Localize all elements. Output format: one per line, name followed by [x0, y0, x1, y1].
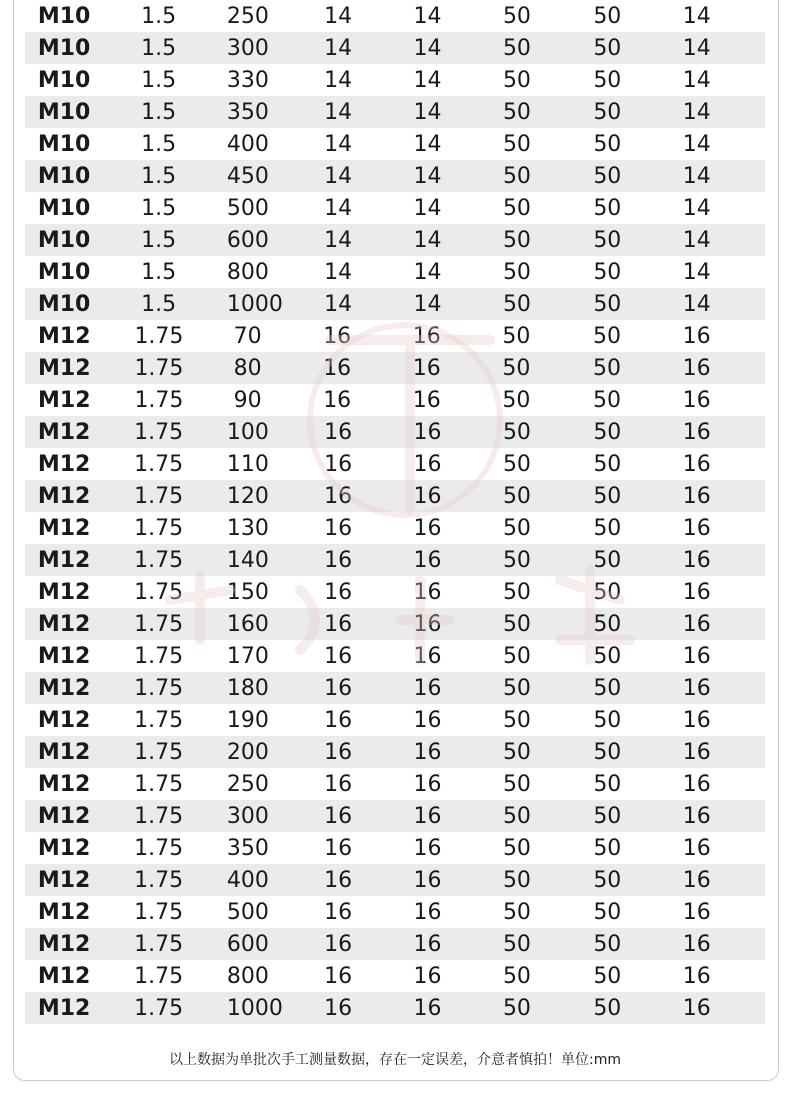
table-row [25, 928, 765, 960]
table-cell: 1.75 [134, 739, 184, 765]
table-cell: 80 [233, 355, 262, 381]
table-cell: 16 [682, 771, 711, 797]
table-row [25, 64, 765, 96]
table-cell: 16 [412, 323, 441, 349]
table-cell: 400 [226, 131, 269, 157]
thread-size-cell: M10 [37, 35, 91, 61]
table-cell: 14 [682, 163, 711, 189]
thread-size-cell: M12 [37, 995, 91, 1021]
table-row [25, 480, 765, 512]
thread-size-cell: M12 [37, 547, 91, 573]
thread-size-cell: M10 [37, 99, 91, 125]
table-cell: 16 [413, 899, 442, 925]
table-cell: 16 [413, 771, 442, 797]
table-cell: 16 [413, 931, 442, 957]
table-row [25, 832, 765, 864]
table-row [25, 672, 765, 704]
table-cell: 14 [324, 35, 353, 61]
table-cell: 160 [226, 611, 269, 637]
table-cell: 300 [226, 803, 269, 829]
table-cell: 16 [413, 579, 442, 605]
table-cell: 450 [226, 163, 269, 189]
table-cell: 600 [226, 227, 269, 253]
thread-size-cell: M12 [37, 899, 91, 925]
table-cell: 16 [412, 355, 441, 381]
table-cell: 50 [502, 899, 531, 925]
table-cell: 16 [413, 547, 442, 573]
table-cell: 50 [593, 675, 622, 701]
table-row [25, 448, 765, 480]
thread-size-cell: M12 [37, 771, 91, 797]
table-row [25, 352, 765, 384]
table-row [25, 192, 765, 224]
table-row [25, 640, 765, 672]
table-cell: 14 [413, 259, 442, 285]
table-cell: 14 [682, 195, 711, 221]
table-cell: 50 [593, 3, 622, 29]
table-cell: 16 [324, 739, 353, 765]
table-cell: 50 [502, 867, 531, 893]
table-cell: 1.5 [141, 131, 177, 157]
table-cell: 1.75 [134, 515, 184, 541]
table-cell: 16 [682, 867, 711, 893]
table-cell: 50 [502, 835, 531, 861]
table-cell: 800 [226, 963, 269, 989]
table-cell: 140 [226, 547, 269, 573]
table-row [25, 384, 765, 416]
table-row [25, 800, 765, 832]
table-cell: 14 [413, 163, 442, 189]
table-cell: 14 [682, 67, 711, 93]
table-cell: 14 [682, 99, 711, 125]
table-row [25, 0, 765, 32]
table-cell: 50 [593, 579, 622, 605]
table-row [25, 704, 765, 736]
table-cell: 14 [413, 291, 442, 317]
table-cell: 50 [502, 323, 531, 349]
table-cell: 1.75 [134, 963, 184, 989]
table-cell: 14 [682, 3, 711, 29]
table-cell: 16 [412, 387, 441, 413]
table-cell: 1.75 [134, 323, 184, 349]
table-cell: 50 [593, 803, 622, 829]
table-cell: 190 [226, 707, 269, 733]
thread-size-cell: M12 [37, 867, 91, 893]
table-cell: 50 [593, 35, 622, 61]
table-cell: 50 [502, 259, 531, 285]
table-cell: 14 [324, 99, 353, 125]
table-cell: 1.5 [141, 67, 177, 93]
table-cell: 1.75 [134, 995, 184, 1021]
table-cell: 500 [226, 899, 269, 925]
table-cell: 50 [593, 515, 622, 541]
table-cell: 50 [593, 483, 622, 509]
table-cell: 400 [226, 867, 269, 893]
thread-size-cell: M12 [37, 963, 91, 989]
table-cell: 50 [593, 835, 622, 861]
table-cell: 1.75 [134, 707, 184, 733]
table-row [25, 992, 765, 1024]
table-cell: 300 [226, 35, 269, 61]
table-cell: 50 [592, 323, 621, 349]
table-cell: 50 [593, 451, 622, 477]
table-cell: 16 [324, 483, 353, 509]
table-cell: 1.75 [134, 771, 184, 797]
table-cell: 16 [682, 835, 711, 861]
table-cell: 50 [593, 131, 622, 157]
thread-size-cell: M12 [38, 387, 91, 413]
thread-size-cell: M10 [37, 227, 91, 253]
table-cell: 50 [502, 419, 531, 445]
table-cell: 50 [502, 739, 531, 765]
table-cell: 50 [502, 195, 531, 221]
table-row [25, 736, 765, 768]
thread-size-cell: M12 [37, 611, 91, 637]
thread-size-cell: M12 [37, 643, 91, 669]
thread-size-cell: M12 [38, 355, 91, 381]
table-row [25, 608, 765, 640]
table-cell: 50 [502, 771, 531, 797]
thread-size-cell: M10 [37, 195, 91, 221]
table-cell: 14 [682, 131, 711, 157]
table-cell: 1000 [226, 995, 283, 1021]
table-cell: 16 [413, 707, 442, 733]
table-cell: 16 [324, 835, 353, 861]
table-cell: 1.5 [141, 35, 177, 61]
table-cell: 16 [682, 963, 711, 989]
table-cell: 50 [502, 515, 531, 541]
table-cell: 16 [324, 451, 353, 477]
table-cell: 16 [682, 995, 711, 1021]
table-row [25, 864, 765, 896]
table-cell: 16 [682, 419, 711, 445]
table-row [25, 288, 765, 320]
table-cell: 16 [324, 963, 353, 989]
table-row [25, 128, 765, 160]
table-cell: 1.75 [134, 611, 184, 637]
table-cell: 50 [502, 227, 531, 253]
table-cell: 50 [502, 131, 531, 157]
table-cell: 50 [502, 579, 531, 605]
table-cell: 50 [593, 291, 622, 317]
table-cell: 50 [592, 387, 621, 413]
table-cell: 16 [682, 611, 711, 637]
table-cell: 1.75 [134, 387, 184, 413]
table-cell: 50 [593, 195, 622, 221]
thread-size-cell: M10 [37, 131, 91, 157]
table-cell: 50 [593, 419, 622, 445]
thread-size-cell: M10 [37, 3, 91, 29]
table-cell: 800 [226, 259, 269, 285]
table-cell: 1.75 [134, 355, 184, 381]
table-cell: 1000 [226, 291, 283, 317]
table-cell: 50 [502, 803, 531, 829]
table-cell: 180 [226, 675, 269, 701]
table-cell: 1.5 [141, 291, 177, 317]
table-cell: 600 [226, 931, 269, 957]
table-cell: 1.75 [134, 803, 184, 829]
table-cell: 50 [502, 355, 531, 381]
thread-size-cell: M10 [37, 259, 91, 285]
table-cell: 1.5 [141, 227, 177, 253]
table-cell: 16 [324, 803, 353, 829]
table-cell: 50 [502, 963, 531, 989]
table-cell: 16 [682, 707, 711, 733]
table-row [25, 416, 765, 448]
table-cell: 14 [413, 35, 442, 61]
table-cell: 330 [226, 67, 269, 93]
table-cell: 250 [226, 771, 269, 797]
thread-size-cell: M12 [37, 483, 91, 509]
table-cell: 16 [324, 931, 353, 957]
table-row [25, 32, 765, 64]
table-row [25, 544, 765, 576]
table-cell: 14 [682, 291, 711, 317]
table-cell: 14 [413, 3, 442, 29]
table-cell: 500 [226, 195, 269, 221]
table-cell: 1.75 [134, 547, 184, 573]
table-cell: 16 [682, 515, 711, 541]
table-cell: 1.5 [141, 3, 177, 29]
table-cell: 1.75 [134, 867, 184, 893]
table-cell: 16 [413, 643, 442, 669]
table-cell: 50 [593, 643, 622, 669]
table-cell: 1.75 [134, 835, 184, 861]
table-cell: 1.75 [134, 643, 184, 669]
table-cell: 16 [682, 675, 711, 701]
table-cell: 50 [502, 483, 531, 509]
table-cell: 1.75 [134, 451, 184, 477]
table-cell: 50 [593, 867, 622, 893]
table-cell: 14 [324, 291, 353, 317]
table-cell: 50 [593, 163, 622, 189]
table-row [25, 960, 765, 992]
table-cell: 16 [413, 515, 442, 541]
table-cell: 16 [324, 419, 353, 445]
table-cell: 150 [226, 579, 269, 605]
table-cell: 14 [324, 259, 353, 285]
table-cell: 16 [682, 579, 711, 605]
table-cell: 1.75 [134, 899, 184, 925]
table-cell: 50 [593, 67, 622, 93]
spec-table [25, 0, 765, 1024]
table-cell: 16 [413, 611, 442, 637]
table-cell: 50 [502, 995, 531, 1021]
table-row [25, 768, 765, 800]
table-cell: 100 [226, 419, 269, 445]
table-cell: 90 [233, 387, 262, 413]
table-cell: 50 [592, 355, 621, 381]
table-cell: 16 [682, 931, 711, 957]
table-cell: 170 [226, 643, 269, 669]
table-cell: 14 [682, 259, 711, 285]
table-cell: 50 [593, 99, 622, 125]
table-cell: 50 [593, 227, 622, 253]
table-row [25, 96, 765, 128]
table-cell: 50 [593, 739, 622, 765]
table-cell: 16 [324, 611, 353, 637]
table-cell: 50 [502, 3, 531, 29]
table-cell: 50 [502, 547, 531, 573]
table-cell: 1.5 [141, 195, 177, 221]
table-cell: 16 [323, 323, 352, 349]
table-cell: 16 [413, 739, 442, 765]
table-cell: 1.75 [134, 675, 184, 701]
table-row [25, 512, 765, 544]
table-cell: 50 [593, 259, 622, 285]
table-cell: 16 [324, 771, 353, 797]
table-cell: 14 [413, 227, 442, 253]
table-cell: 1.75 [134, 931, 184, 957]
table-cell: 16 [324, 707, 353, 733]
table-cell: 14 [413, 67, 442, 93]
table-cell: 16 [682, 739, 711, 765]
table-cell: 1.5 [141, 259, 177, 285]
table-cell: 14 [324, 195, 353, 221]
table-cell: 16 [324, 867, 353, 893]
table-cell: 50 [502, 643, 531, 669]
table-cell: 50 [593, 963, 622, 989]
table-cell: 50 [502, 451, 531, 477]
table-row [25, 160, 765, 192]
table-cell: 16 [324, 547, 353, 573]
table-cell: 50 [502, 707, 531, 733]
table-cell: 1.5 [141, 163, 177, 189]
table-cell: 14 [682, 227, 711, 253]
table-row [25, 224, 765, 256]
thread-size-cell: M12 [37, 515, 91, 541]
table-cell: 16 [324, 579, 353, 605]
thread-size-cell: M12 [37, 579, 91, 605]
table-cell: 14 [682, 35, 711, 61]
table-cell: 50 [593, 931, 622, 957]
table-cell: 16 [324, 995, 353, 1021]
table-cell: 120 [226, 483, 269, 509]
table-cell: 50 [593, 611, 622, 637]
table-cell: 16 [682, 643, 711, 669]
table-cell: 130 [226, 515, 269, 541]
table-cell: 350 [226, 99, 269, 125]
measurement-note: 以上数据为单批次手工测量数据，存在一定误差，介意者慎拍！单位:mm [169, 1052, 621, 1068]
table-cell: 14 [324, 163, 353, 189]
thread-size-cell: M10 [37, 163, 91, 189]
table-cell: 50 [593, 995, 622, 1021]
table-row [25, 256, 765, 288]
table-cell: 16 [323, 355, 352, 381]
table-cell: 16 [682, 483, 711, 509]
table-row [25, 576, 765, 608]
thread-size-cell: M12 [38, 323, 91, 349]
table-cell: 50 [593, 771, 622, 797]
thread-size-cell: M12 [37, 835, 91, 861]
table-cell: 16 [413, 803, 442, 829]
table-cell: 16 [682, 803, 711, 829]
table-cell: 50 [502, 291, 531, 317]
table-cell: 50 [502, 387, 531, 413]
thread-size-cell: M12 [37, 803, 91, 829]
table-row [25, 896, 765, 928]
thread-size-cell: M12 [37, 739, 91, 765]
table-cell: 16 [324, 675, 353, 701]
table-cell: 16 [682, 451, 711, 477]
table-cell: 16 [682, 387, 711, 413]
thread-size-cell: M10 [37, 67, 91, 93]
table-cell: 50 [593, 899, 622, 925]
table-cell: 50 [502, 675, 531, 701]
table-cell: 50 [502, 99, 531, 125]
table-cell: 250 [226, 3, 269, 29]
table-cell: 50 [502, 163, 531, 189]
table-cell: 1.75 [134, 579, 184, 605]
table-cell: 70 [233, 323, 262, 349]
table-cell: 16 [413, 995, 442, 1021]
table-cell: 16 [413, 483, 442, 509]
thread-size-cell: M12 [37, 707, 91, 733]
table-cell: 110 [226, 451, 269, 477]
table-cell: 14 [324, 67, 353, 93]
table-cell: 50 [593, 547, 622, 573]
table-cell: 16 [413, 963, 442, 989]
table-cell: 16 [413, 835, 442, 861]
table-cell: 16 [682, 899, 711, 925]
table-row [25, 320, 765, 352]
table-cell: 14 [413, 195, 442, 221]
table-cell: 16 [682, 355, 711, 381]
table-cell: 1.75 [134, 483, 184, 509]
table-cell: 14 [413, 99, 442, 125]
table-cell: 200 [226, 739, 269, 765]
table-cell: 16 [324, 899, 353, 925]
thread-size-cell: M12 [37, 675, 91, 701]
table-cell: 14 [324, 131, 353, 157]
table-cell: 1.5 [141, 99, 177, 125]
table-cell: 14 [413, 131, 442, 157]
table-cell: 14 [324, 3, 353, 29]
thread-size-cell: M12 [37, 451, 91, 477]
table-cell: 50 [593, 707, 622, 733]
table-cell: 16 [413, 867, 442, 893]
table-cell: 50 [502, 67, 531, 93]
thread-size-cell: M10 [37, 291, 91, 317]
table-cell: 50 [502, 611, 531, 637]
table-cell: 16 [413, 451, 442, 477]
table-cell: 1.75 [134, 419, 184, 445]
table-cell: 16 [323, 387, 352, 413]
table-cell: 350 [226, 835, 269, 861]
table-cell: 50 [502, 35, 531, 61]
table-cell: 16 [324, 643, 353, 669]
table-cell: 16 [413, 675, 442, 701]
table-cell: 14 [324, 227, 353, 253]
table-cell: 50 [502, 931, 531, 957]
table-cell: 16 [324, 515, 353, 541]
table-cell: 16 [682, 323, 711, 349]
table-cell: 16 [682, 547, 711, 573]
thread-size-cell: M12 [37, 931, 91, 957]
thread-size-cell: M12 [37, 419, 91, 445]
table-cell: 16 [413, 419, 442, 445]
